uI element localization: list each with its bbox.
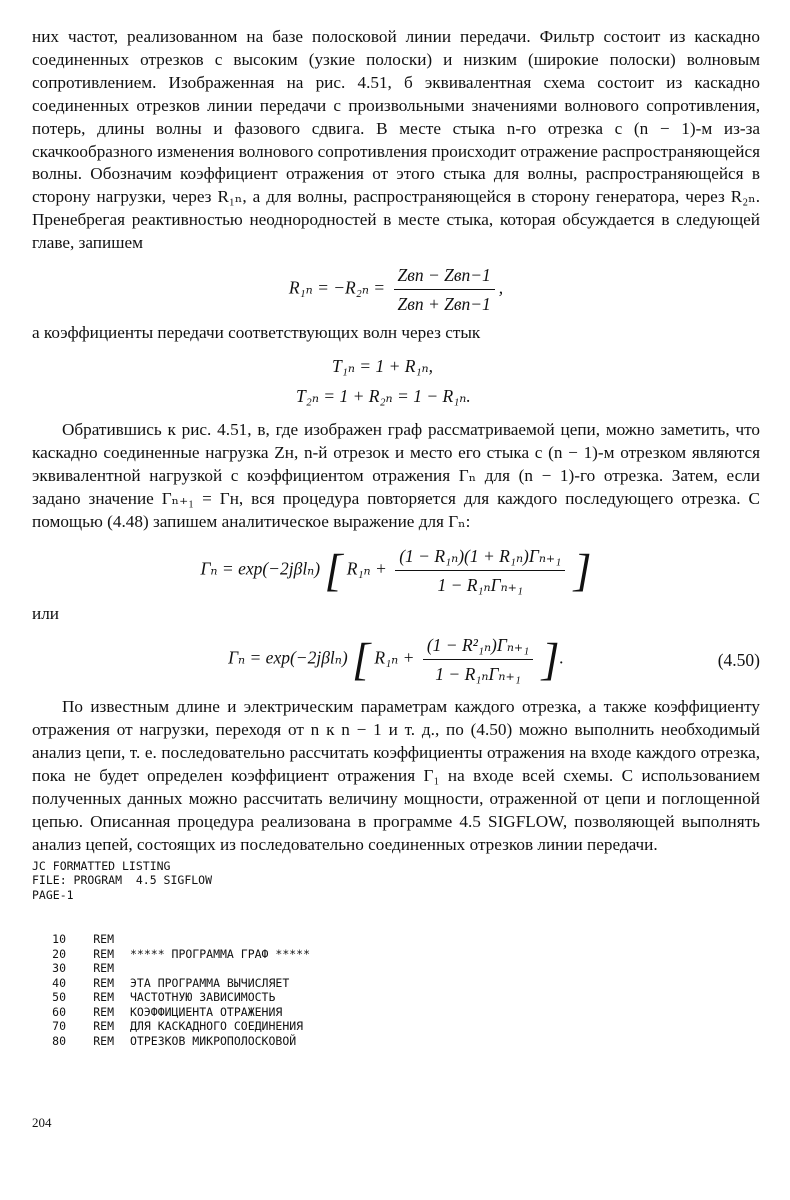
text-or: или — [32, 603, 59, 623]
equation-4-50-numerator: (1 − R²₁ₙ)Γₙ₊₁ — [423, 633, 533, 660]
equation-gamma-term: R₁ₙ + — [346, 558, 387, 579]
equation-4-50-lhs: Γₙ = exp(−2jβlₙ) — [228, 647, 348, 668]
listing-line — [32, 1019, 760, 1034]
listing-line-text: ЧАСТОТНУЮ ЗАВИСИМОСТЬ — [130, 990, 276, 1005]
listing-line — [32, 1005, 760, 1020]
listing-line-number: 40 — [52, 975, 66, 990]
equation-gamma-fraction — [395, 544, 565, 597]
listing-line-keyword: REM — [93, 1004, 114, 1019]
equation-gamma — [32, 544, 760, 597]
listing-line-text: ЭТА ПРОГРАММА ВЫЧИСЛЯЕТ — [130, 975, 290, 990]
listing-line-number: 20 — [52, 946, 66, 961]
equation-4-50-tail: . — [559, 647, 564, 668]
page-body — [32, 26, 760, 1048]
equation-gamma-left-bracket: [ — [324, 544, 343, 595]
equation-reflection-numerator: Zвn − Zвn−1 — [394, 263, 495, 290]
listing-line-number: 70 — [52, 1019, 66, 1034]
listing-line-keyword: REM — [93, 975, 114, 990]
listing-line-keyword: REM — [93, 1019, 114, 1034]
page-number: 204 — [32, 1115, 52, 1130]
listing-line-number: 30 — [52, 961, 66, 976]
listing-line — [32, 976, 760, 991]
equation-gamma-right-bracket: ] — [573, 544, 592, 595]
listing-line — [32, 961, 760, 976]
listing-line — [32, 947, 760, 962]
listing-line-text: КОЭФФИЦИЕНТА ОТРАЖЕНИЯ — [130, 1004, 283, 1019]
listing-line-number: 60 — [52, 1004, 66, 1019]
listing-header-2: FILE: PROGRAM 4.5 SIGFLOW — [32, 873, 213, 888]
equation-gamma-lhs: Γₙ = exp(−2jβlₙ) — [200, 558, 321, 579]
equation-reflection-lhs: R₁ₙ = −R₂ₙ = — [288, 277, 386, 298]
listing-header-1: JC FORMATTED LISTING — [32, 858, 171, 873]
listing-line-number: 50 — [52, 990, 66, 1005]
listing-line-number: 10 — [52, 932, 66, 947]
equation-transmission-line-2: T₂ₙ = 1 + R₂ₙ = 1 − R₁ₙ. — [296, 385, 471, 406]
equation-4-50-right-bracket: ] — [541, 633, 560, 685]
paragraph-1: них частот, реализованном на базе полосковой линии передачи. Фильтр состоит из каскадно соединенных отрезков с высоким (узкие полоски) и низким (широкие полоски) волновым сопротивлением. Изображенная на рис. 4.51, б эквивалентная схема состоит из каскадно соединенных отрезков линии передачи с произвольными значениями волнового сопротивления, потерь, длины волны и фазового сдвига. В месте стыка n-го отрезка с (n − 1)-м из-за скачкообразного изменения волнового сопротивления происходит отражение распространяющейся волны. Обозначим коэффициент отражения от этого стыка для волны, распространяющейся в сторону нагрузки, через R₁ₙ, а для волны, распространяющейся в сторону генератора, через R₂ₙ. Пренебрегая реактивностью неоднородностей в месте стыка, которая обсуждается в следующей главе, запишем — [32, 27, 760, 253]
equation-transmission-line-1: T₁ₙ = 1 + R₁ₙ, — [332, 355, 434, 376]
equation-gamma-numerator: (1 − R₁ₙ)(1 + R₁ₙ)Γₙ₊₁ — [395, 544, 565, 571]
listing-line-keyword: REM — [93, 961, 114, 976]
listing-line — [32, 1034, 760, 1049]
equation-4-50-left-bracket: [ — [352, 633, 370, 685]
paragraph-2: а коэффициенты передачи соответствующих волн через стык — [32, 323, 481, 343]
listing-line-keyword: REM — [93, 1033, 114, 1048]
equation-reflection-fraction — [394, 263, 495, 316]
equation-transmission — [32, 351, 760, 411]
paragraph-4: По известным длине и электрическим параметрам каждого отрезка, а также коэффициенту отражения от нагрузки, переходя от n к n − 1 и т. д., по (4.50) можно выполнить необходимый анализ цепи, т. е. последовательно рассчитать коэффициенты отражения на входе каждого отрезка, пока не будет определен коэффициент отражения Γ₁ на входе всей схемы. С использованием полученных данных можно рассчитать величину мощности, отраженной от цепи и поглощенной цепью. Описанная процедура реализована в программе 4.5 SIGFLOW, позволяющей выполнять анализ цепей, состоящих из последовательно соединенных отрезков линии передачи. — [32, 697, 760, 854]
paragraph-3: Обратившись к рис. 4.51, в, где изображен граф рассматриваемой цепи, можно заметить, что каскадно соединенные нагрузка Zн, n-й отрезок и место его стыка с (n − 1)-м отрезком являются эквивалентной нагрузкой с коэффициентом отражения Γₙ для (n − 1)-го отрезка. Затем, если задано значение Γₙ₊₁ = Γн, вся процедура повторяется для каждого последующего отрезка. С помощью (4.48) запишем аналитическое выражение для Γₙ: — [32, 419, 760, 531]
equation-reflection-denominator: Zвn + Zвn−1 — [397, 294, 491, 315]
listing-line-text: ***** ПРОГРАММА ГРАФ ***** — [130, 946, 311, 961]
equation-reflection — [32, 263, 760, 316]
listing-line-text: ДЛЯ КАСКАДНОГО СОЕДИНЕНИЯ — [130, 1019, 304, 1034]
program-listing — [32, 859, 760, 1049]
equation-reflection-tail: , — [498, 277, 504, 298]
equation-4-50 — [32, 633, 760, 686]
listing-line-text: ОТРЕЗКОВ МИКРОПОЛОСКОВОЙ — [130, 1033, 297, 1048]
listing-line-keyword: REM — [93, 990, 114, 1005]
listing-line-number: 80 — [52, 1033, 66, 1048]
listing-lines — [32, 932, 760, 1048]
listing-line — [32, 990, 760, 1005]
equation-4-50-term: R₁ₙ + — [374, 647, 415, 668]
equation-gamma-denominator: 1 − R₁ₙΓₙ₊₁ — [437, 574, 523, 595]
listing-line-keyword: REM — [93, 946, 114, 961]
listing-line — [32, 932, 760, 947]
equation-4-50-fraction — [423, 633, 533, 686]
listing-header-3: PAGE-1 — [32, 887, 74, 902]
listing-line-keyword: REM — [93, 932, 114, 947]
equation-number: (4.50) — [717, 649, 760, 670]
equation-4-50-denominator: 1 − R₁ₙΓₙ₊₁ — [435, 664, 521, 685]
